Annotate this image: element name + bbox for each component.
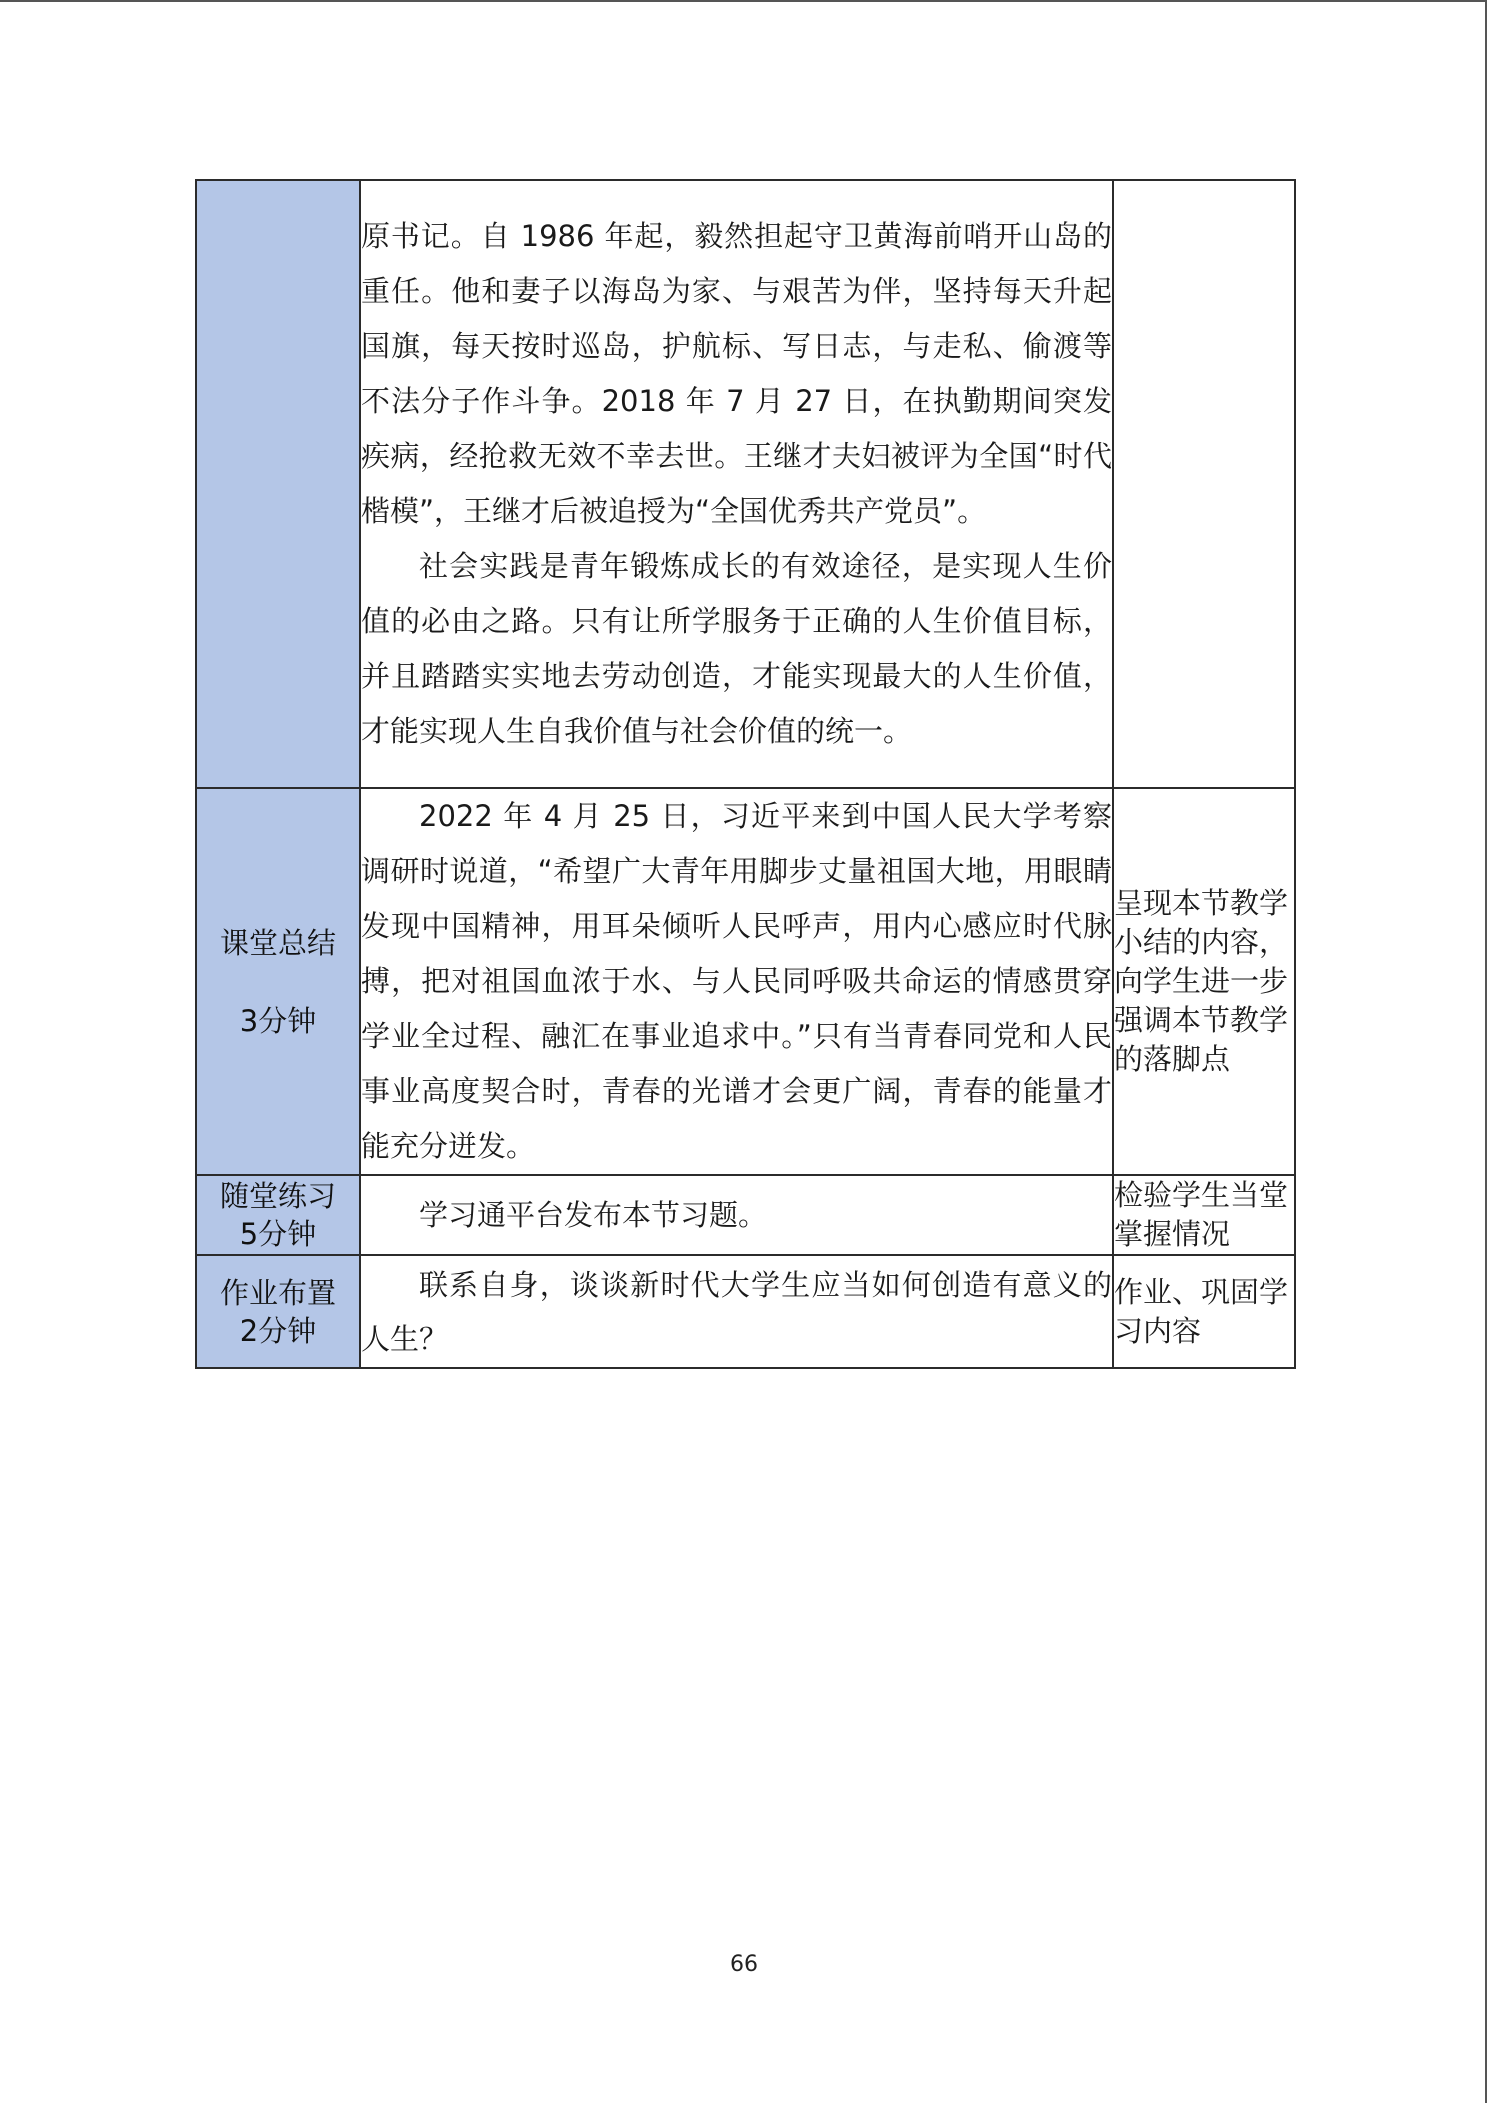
- table-row: [196, 180, 1295, 788]
- row-duration: 2分钟: [239, 1313, 317, 1348]
- row-content-cell: [360, 1175, 1113, 1255]
- row-note: 作业、巩固学习内容: [1114, 1274, 1289, 1348]
- row-label-cell: [196, 788, 360, 1175]
- content-paragraph: 学习通平台发布本节习题。: [419, 1197, 768, 1232]
- row-note-cell: [1113, 180, 1295, 788]
- row-label-cell: [196, 1175, 360, 1255]
- table-row: [196, 1255, 1295, 1368]
- row-content-cell: [360, 1255, 1113, 1368]
- row-note: 呈现本节教学小结的内容，向学生进一步强调本节教学的落脚点: [1114, 886, 1289, 1076]
- row-note: 检验学生当堂掌握情况: [1114, 1178, 1289, 1251]
- row-label: 随堂练习: [219, 1179, 336, 1213]
- row-content-cell: [360, 180, 1113, 788]
- content-paragraph: 联系自身，谈谈新时代大学生应当如何创造有意义的人生？: [361, 1267, 1112, 1356]
- row-note-cell: [1113, 1255, 1295, 1368]
- content-paragraph: 社会实践是青年锻炼成长的有效途径，是实现人生价值的必由之路。只有让所学服务于正确的人生价值目标，并且踏踏实实地去劳动创造，才能实现最大的人生价值，才能实现人生自我价值与社会价值的统一。: [361, 549, 1112, 748]
- content-paragraph: 2022 年 4 月 25 日，习近平来到中国人民大学考察调研时说道，“希望广大青年用脚步丈量祖国大地，用眼睛发现中国精神，用耳朵倾听人民呼声，用内心感应时代脉搏，把对祖国血浓于水、与人民同呼吸共命运的情感贯穿学业全过程、融汇在事业追求中。”只有当青春同党和人民事业高度契合时，青春的光谱才会更广阔，青春的能量才能充分迸发。: [361, 799, 1112, 1163]
- row-note-cell: [1113, 788, 1295, 1175]
- row-duration: 3分钟: [239, 1003, 317, 1038]
- content-paragraph: 原书记。自 1986 年起，毅然担起守卫黄海前哨开山岛的重任。他和妻子以海岛为家、与艰苦为伴，坚持每天升起国旗，每天按时巡岛，护航标、写日志，与走私、偷渡等不法分子作斗争。2018 年 7 月 27 日，在执勤期间突发疾病，经抢救无效不幸去世。王继才夫妇被评为全国“时代楷模”，王继才后被追授为“全国优秀共产党员”。: [361, 219, 1112, 528]
- table-row: [196, 788, 1295, 1175]
- row-label-cell: [196, 1255, 360, 1368]
- row-label: 作业布置: [219, 1275, 336, 1310]
- row-duration: 5分钟: [239, 1217, 317, 1251]
- row-label-cell: [196, 180, 360, 788]
- page-number: 66: [730, 1952, 758, 1977]
- row-content-cell: [360, 788, 1113, 1175]
- table-row: [196, 1175, 1295, 1255]
- lesson-plan-table: [195, 179, 1296, 1369]
- row-label: 课堂总结: [219, 925, 336, 960]
- row-note-cell: [1113, 1175, 1295, 1255]
